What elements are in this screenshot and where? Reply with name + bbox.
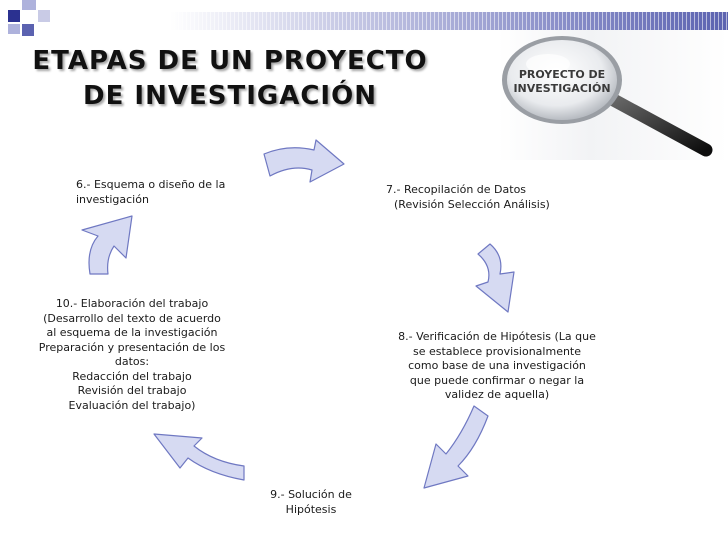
step-10-line: (Desarrollo del texto de acuerdo: [43, 311, 221, 325]
deco-square: [8, 24, 20, 34]
cycle-arrow-10-to-6: [76, 214, 138, 276]
magnifier-label-line-1: PROYECTO DE: [518, 68, 606, 81]
deco-square: [8, 10, 20, 22]
title-line-2: DE INVESTIGACIÓN: [83, 81, 377, 111]
step-10-line: Redacción del trabajo: [72, 369, 192, 383]
step-9-label: [254, 488, 368, 517]
slide-title: [30, 44, 430, 114]
step-8-line: que puede confirmar o negar la: [409, 373, 585, 387]
step-9-line: Hipótesis: [285, 502, 337, 516]
deco-square: [22, 0, 36, 10]
step-6-label: [76, 178, 266, 207]
step-8-line: se establece provisionalmente: [412, 344, 582, 358]
cycle-arrow-8-to-9: [420, 404, 492, 490]
step-8-line: como base de una investigación: [408, 359, 586, 372]
header-band-stripes: [170, 12, 728, 30]
step-8-line: validez de aquella): [444, 388, 550, 401]
step-7-line: (Revisión Selección Análisis): [394, 197, 550, 211]
step-8-label: [378, 330, 616, 403]
step-10-line: datos:: [114, 355, 150, 368]
step-10-line: Evaluación del trabajo): [68, 398, 196, 412]
step-6-line: 6.- Esquema o diseño de la: [76, 178, 226, 191]
step-10-line: Preparación y presentación de los: [38, 340, 226, 354]
magnifier-label: [492, 68, 632, 96]
step-10-line: 10.- Elaboración del trabajo: [55, 297, 209, 310]
deco-square: [38, 10, 50, 22]
deco-square: [22, 24, 34, 36]
step-7-label: [386, 183, 586, 212]
step-7-line: 7.- Recopilación de Datos: [386, 183, 527, 196]
cycle-arrow-9-to-10: [150, 432, 246, 492]
step-10-line: Revisión del trabajo: [77, 384, 187, 397]
magnifier-label-line-2: INVESTIGACIÓN: [513, 82, 611, 95]
step-9-line: 9.- Solución de: [270, 488, 352, 501]
step-8-line: 8.- Verificación de Hipótesis (La que: [398, 330, 596, 343]
cycle-arrow-7-to-8: [470, 242, 528, 314]
step-10-label: [24, 297, 240, 413]
magnifier-illustration: [498, 30, 728, 160]
title-line-1: ETAPAS DE UN PROYECTO: [32, 46, 428, 76]
cycle-arrow-6-to-7: [262, 138, 346, 184]
step-10-line: al esquema de la investigación: [46, 326, 218, 339]
step-6-line: investigación: [76, 192, 149, 206]
